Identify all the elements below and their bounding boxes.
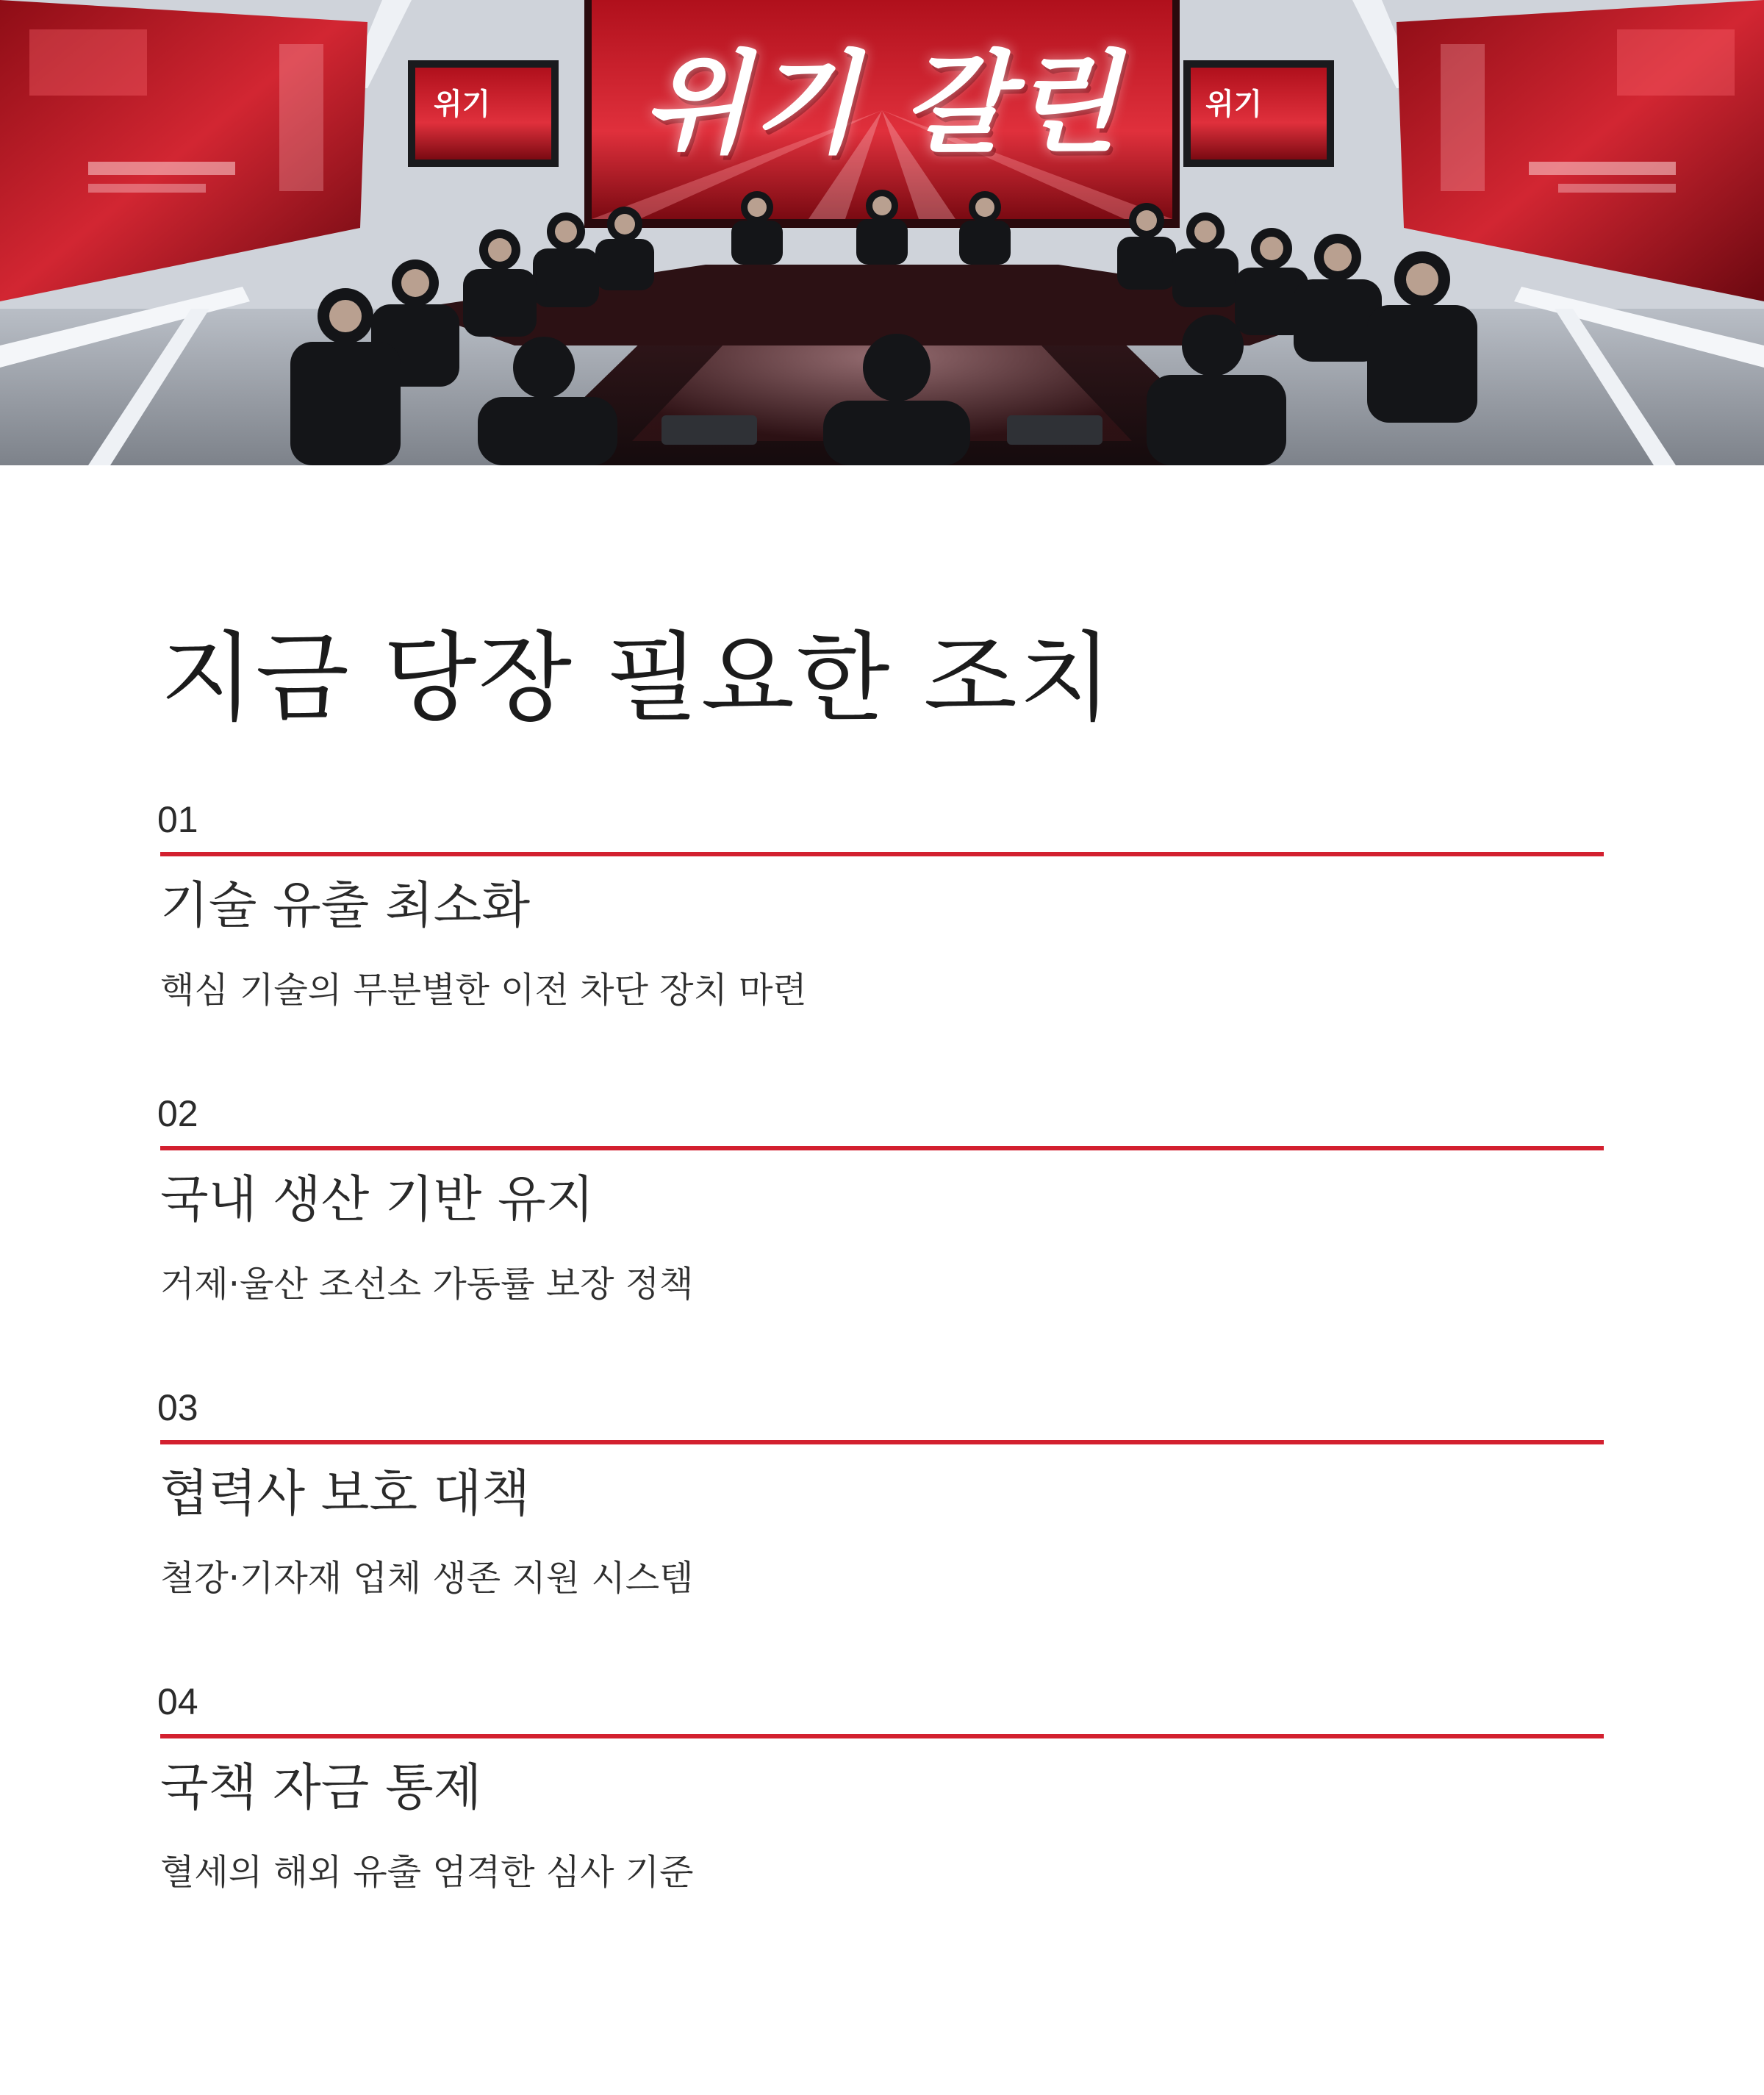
action-number: 04 [157,1681,198,1722]
action-item-01 [157,798,1604,1040]
action-number: 02 [157,1093,198,1134]
red-divider [160,852,1604,856]
action-heading: 협력사 보호 대책 [160,1465,531,1523]
action-description: 거제·울산 조선소 가동률 보장 정책 [160,1264,694,1305]
action-description: 핵심 기술의 무분별한 이전 차단 장치 마련 [160,970,807,1011]
action-item-04 [157,1680,1604,1922]
action-description: 혈세의 해외 유출 엄격한 심사 기준 [160,1852,694,1893]
page-title: 지금 당장 필요한 조치 [160,622,1114,735]
hero-left-monitor-text: 위기 [434,87,491,121]
action-item-02 [157,1092,1604,1334]
hero-screen-text: 위기 갈린 [642,40,1122,168]
red-divider [160,1146,1604,1150]
action-number: 01 [157,799,198,840]
action-heading: 기술 유출 최소화 [160,877,531,935]
red-divider [160,1440,1604,1444]
red-divider [160,1734,1604,1738]
action-description: 철강·기자재 업체 생존 지원 시스템 [160,1558,694,1599]
action-number: 03 [157,1387,198,1428]
action-item-03 [157,1386,1604,1628]
hero-right-monitor-text: 위기 [1205,87,1263,121]
hero-photo [0,0,1764,465]
action-heading: 국책 자금 통제 [160,1759,482,1817]
action-heading: 국내 생산 기반 유지 [160,1171,595,1229]
